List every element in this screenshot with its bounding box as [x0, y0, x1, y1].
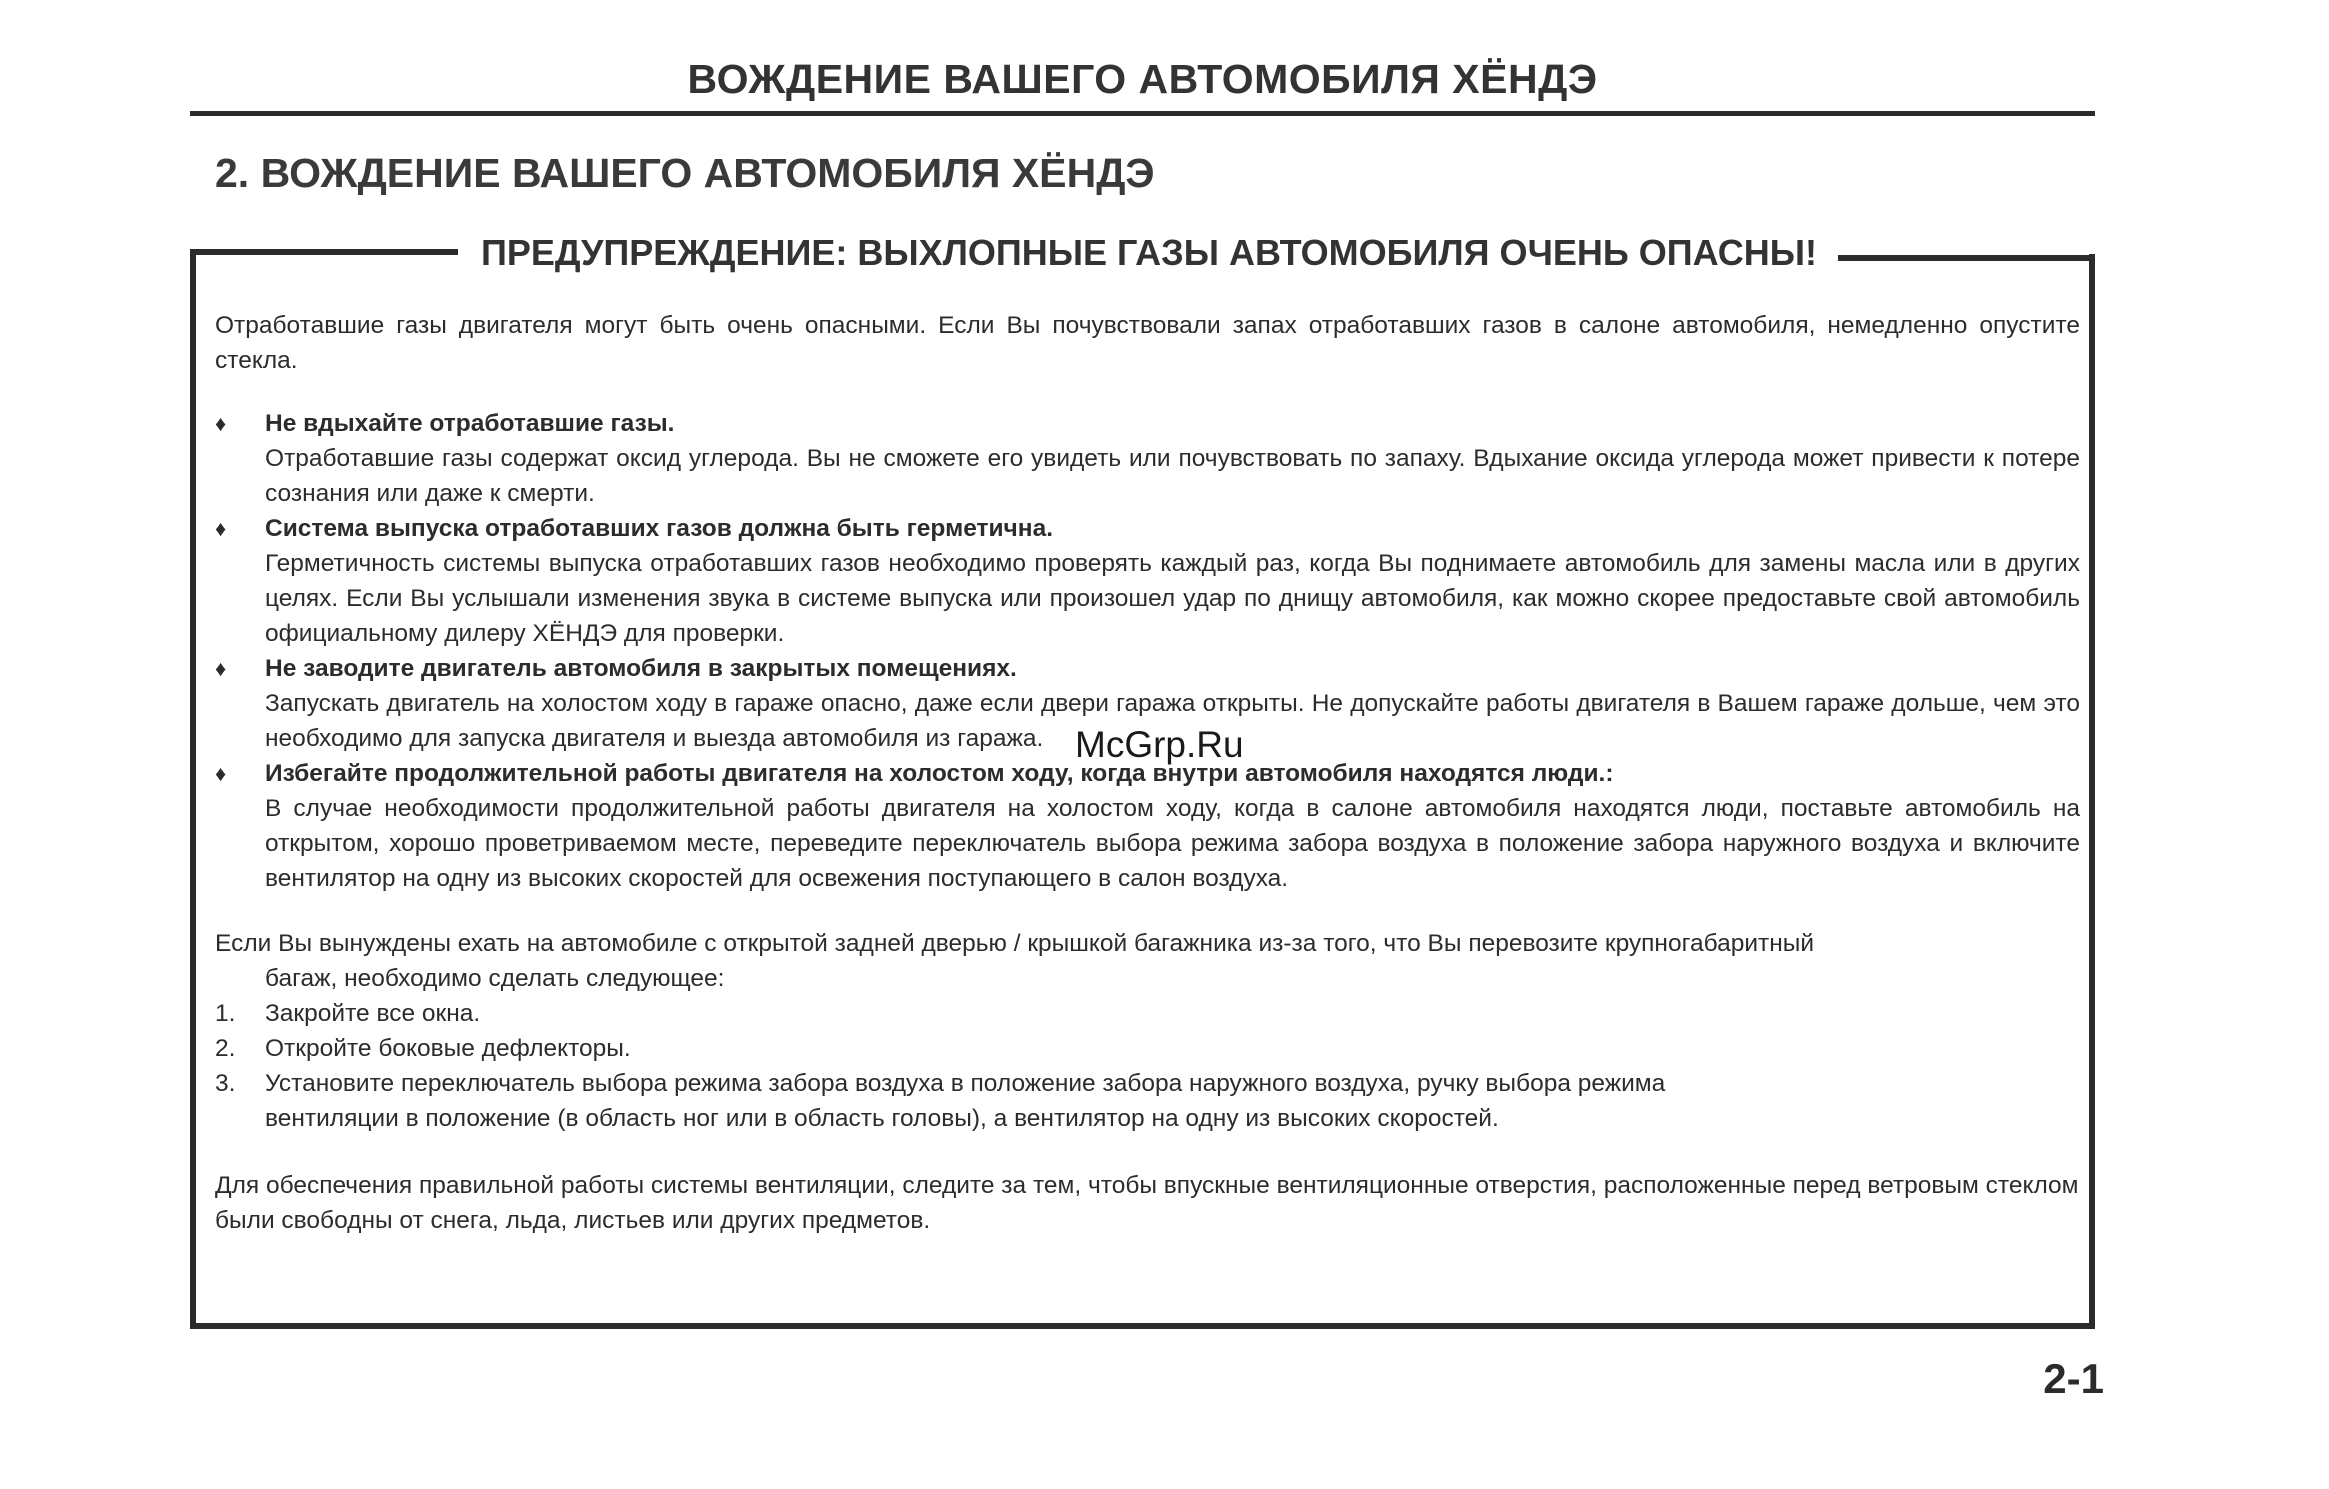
warning-title: ПРЕДУПРЕЖДЕНИЕ: ВЫХЛОПНЫЕ ГАЗЫ АВТОМОБИЛЯ ОЧЕНЬ ОПАСНЫ! — [481, 232, 1817, 273]
section-title: 2. ВОЖДЕНИЕ ВАШЕГО АВТОМОБИЛЯ ХЁНДЭ — [215, 150, 1155, 196]
bullet-body: Отработавшие газы содержат оксид углерода. Вы не сможете его увидеть или почувствовать по запаху. Вдыхание оксида углерода может привести к потере сознания или даже к смерти. — [265, 445, 2080, 507]
step-item — [215, 1031, 2080, 1066]
page-number: 2-1 — [2043, 1355, 2104, 1402]
warning-intro: Отработавшие газы двигателя могут быть очень опасными. Если Вы почувствовали запах отработавших газов в салоне автомобиля, немедленно опустите стекла. — [215, 312, 2080, 374]
bullet-diamond-icon: ♦ — [215, 516, 227, 541]
running-header: ВОЖДЕНИЕ ВАШЕГО АВТОМОБИЛЯ ХЁНДЭ — [687, 56, 1598, 102]
bullet-item — [215, 406, 2080, 511]
step-text: Откройте боковые дефлекторы. — [265, 1035, 631, 1062]
step-number: 2. — [215, 1035, 236, 1062]
bullet-body: В случае необходимости продолжительной работы двигателя на холостом ходу, когда в салоне автомобиля находятся люди, поставьте автомобиль на открытом, хорошо проветриваемом месте, переведите переключатель выбора режима забора воздуха в положение забора наружного воздуха и включите вентилятор на одну из высоких скоростей для освежения поступающего в салон воздуха. — [265, 795, 2080, 892]
step-number: 1. — [215, 1000, 236, 1027]
step-item — [215, 996, 2080, 1031]
step-text-continued: вентиляции в положение (в область ног или в область головы), а вентилятор на одну из высоких скоростей. — [265, 1105, 1499, 1132]
open-trunk-paragraph — [215, 926, 2080, 996]
watermark: McGrp.Ru — [1075, 724, 1244, 765]
step-text: Установите переключатель выбора режима забора воздуха в положение забора наружного воздуха, ручку выбора режима — [265, 1070, 1666, 1097]
warning-content — [215, 308, 2080, 1263]
open-trunk-line-1: Если Вы вынуждены ехать на автомобиле с открытой задней дверью / крышкой багажника из-за того, что Вы перевозите крупногабаритный — [215, 930, 1815, 957]
bullet-diamond-icon: ♦ — [215, 761, 227, 786]
bullet-body: Герметичность системы выпуска отработавших газов необходимо проверять каждый раз, когда Вы поднимаете автомобиль для замены масла или в других целях. Если Вы услышали изменения звука в системе выпуска или произошел удар по днищу автомобиля, как можно скорее предоставьте свой автомобиль официальному дилеру ХЁНДЭ для проверки. — [265, 550, 2080, 647]
bullet-heading: Система выпуска отработавших газов должна быть герметична. — [265, 515, 1054, 542]
step-number: 3. — [215, 1070, 236, 1097]
step-item — [215, 1066, 2080, 1136]
step-text: Закройте все окна. — [265, 1000, 481, 1027]
header-rule — [190, 111, 2095, 116]
bullet-heading: Избегайте продолжительной работы двигателя на холостом ходу, когда внутри автомобиля находятся люди.: — [265, 760, 1614, 787]
bullet-item — [215, 756, 2080, 896]
bullet-body: Запускать двигатель на холостом ходу в гараже опасно, даже если двери гаража открыты. Не допускайте работы двигателя в Вашем гараже дольше, чем это необходимо для запуска двигателя и выезда автомобиля из гаража. — [265, 690, 2080, 752]
open-trunk-line-2: багаж, необходимо сделать следующее: — [265, 965, 725, 992]
bullet-diamond-icon: ♦ — [215, 656, 227, 681]
bullet-diamond-icon: ♦ — [215, 411, 227, 436]
bullet-heading: Не заводите двигатель автомобиля в закрытых помещениях. — [265, 655, 1017, 682]
bullet-heading: Не вдыхайте отработавшие газы. — [265, 410, 675, 437]
closing-paragraph: Для обеспечения правильной работы системы вентиляции, следите за тем, чтобы впускные вентиляционные отверстия, расположенные перед ветровым стеклом были свободны от снега, льда, листьев или других предметов. — [215, 1172, 2079, 1234]
bullet-item — [215, 511, 2080, 651]
